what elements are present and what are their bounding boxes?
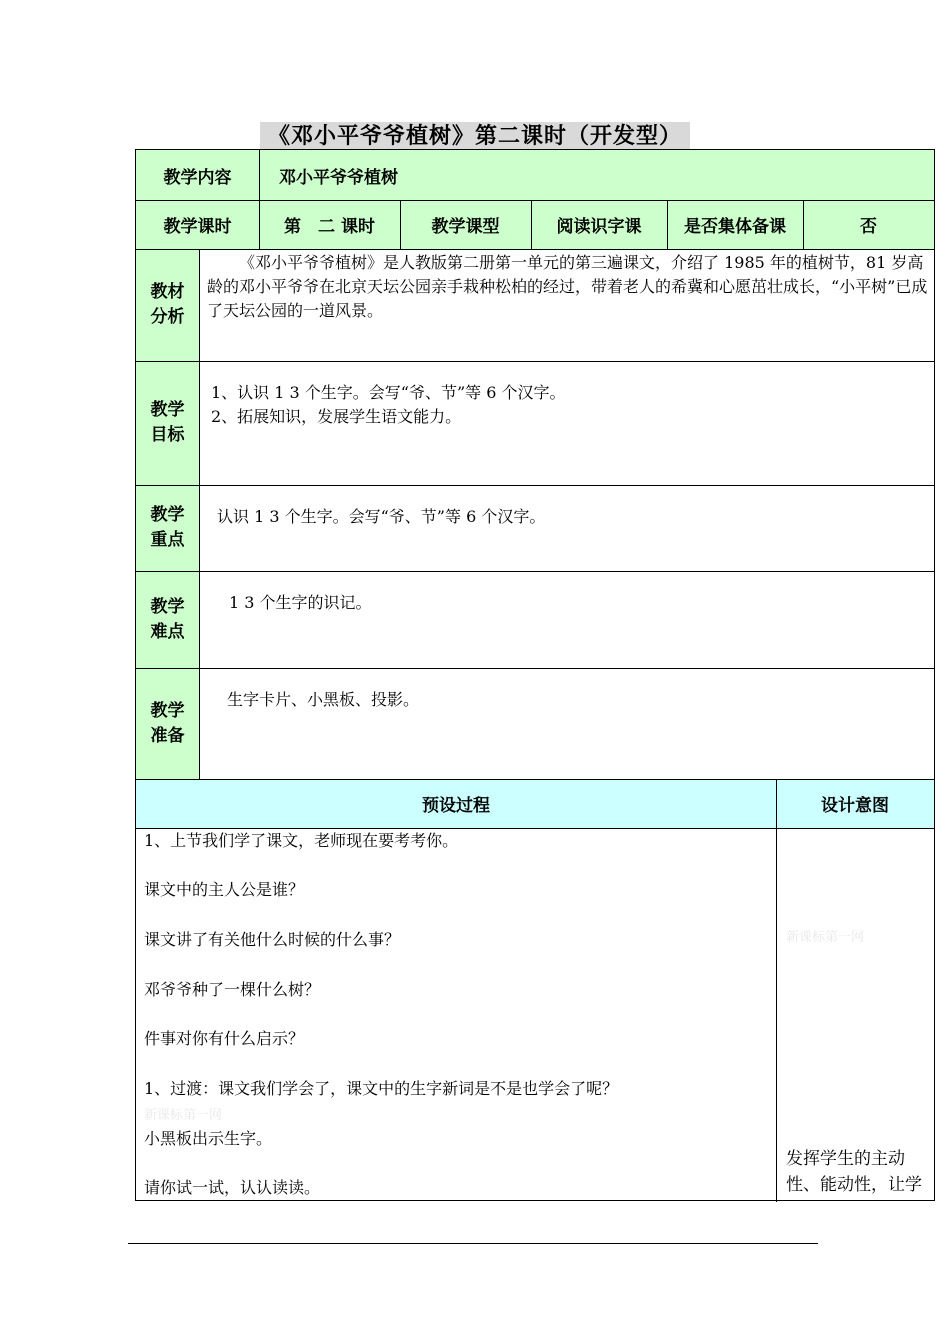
goals-label-cell	[136, 361, 199, 485]
difficulty-text-cell	[199, 571, 934, 668]
process-line-7: 小黑板出示生字。	[144, 1129, 273, 1148]
grid-v-7	[776, 779, 777, 1202]
process-line-3: 课文讲了有关他什么时候的什么事？	[144, 930, 401, 949]
material-text-cell	[199, 249, 934, 361]
grid-v-3	[531, 200, 532, 249]
collective-value-cell	[803, 200, 934, 249]
keypoints-text: 认识 1 3 个生字。会写“爷、节”等 6 个汉字。	[217, 507, 546, 526]
goal-item-1: 1、认识 1 3 个生字。会写“爷、节”等 6 个汉字。	[211, 383, 566, 402]
watermark-1: 新课标第一网	[786, 930, 865, 945]
grid-v-1	[259, 150, 260, 249]
table-bottom-border	[135, 1200, 935, 1201]
preparation-label-cell	[136, 668, 199, 779]
period-value-cell	[259, 200, 400, 249]
watermark-2: 新课标第一网	[144, 1108, 223, 1123]
grid-v-2	[400, 200, 401, 249]
goals-label-2: 目标	[150, 425, 185, 445]
grid-h-3	[136, 361, 934, 362]
grid-v-5	[803, 200, 804, 249]
intent-line-2: 性、能动性，让学	[786, 1175, 922, 1195]
process-header-cell	[136, 779, 776, 828]
process-line-8: 请你试一试，认认读读。	[144, 1178, 321, 1197]
grid-h-4	[136, 485, 934, 486]
content-label: 教学内容	[163, 167, 232, 188]
type-value: 阅读识字课	[556, 217, 642, 237]
keypoints-text-cell	[199, 485, 934, 571]
material-label-cell	[136, 249, 199, 361]
difficulty-label-cell	[136, 571, 199, 668]
period-label: 教学课时	[163, 217, 232, 237]
intent-line-1: 发挥学生的主动	[786, 1149, 905, 1169]
process-header: 预设过程	[422, 796, 490, 816]
grid-h-8	[136, 828, 934, 829]
period-label-cell	[136, 200, 259, 249]
keypoints-label-1: 教学	[150, 505, 185, 525]
difficulty-label-2: 难点	[150, 621, 185, 642]
collective-label-cell	[667, 200, 803, 249]
process-body	[136, 828, 776, 1202]
grid-h-1	[136, 200, 934, 201]
process-line-1: 1、上节我们学了课文，老师现在要考考你。	[144, 831, 459, 850]
goals-text-cell	[199, 361, 934, 485]
keypoints-label-cell	[136, 485, 199, 571]
intent-header: 设计意图	[821, 796, 889, 816]
grid-h-7	[136, 779, 934, 780]
material-label-1: 教材	[150, 282, 185, 302]
grid-v-4	[667, 200, 668, 249]
preparation-label-2: 准备	[150, 725, 185, 746]
period-value: 第 二 课时	[284, 217, 375, 237]
goals-label-1: 教学	[150, 400, 185, 420]
process-line-5: 件事对你有什么启示？	[144, 1029, 305, 1048]
content-label-cell	[136, 150, 259, 200]
collective-label: 是否集体备课	[684, 217, 786, 237]
intent-body	[776, 828, 934, 1202]
content-value-cell	[259, 150, 934, 200]
keypoints-label-2: 重点	[150, 530, 185, 550]
grid-h-2	[136, 249, 934, 250]
title-wrap	[0, 122, 950, 150]
process-line-4: 邓爷爷种了一棵什么树？	[144, 980, 321, 999]
process-line-6: 1、过渡：课文我们学会了，课文中的生字新词是不是也学会了呢？	[144, 1079, 619, 1098]
process-line-2: 课文中的主人公是谁？	[144, 880, 305, 899]
material-label-2: 分析	[150, 307, 185, 327]
type-label-cell	[400, 200, 531, 249]
grid-h-5	[136, 571, 934, 572]
intent-header-cell	[776, 779, 934, 828]
preparation-label-1: 教学	[150, 700, 185, 721]
content-value: 邓小平爷爷植树	[279, 167, 398, 188]
goal-item-2: 2、拓展知识，发展学生语文能力。	[211, 407, 462, 426]
document-title: 《邓小平爷爷植树》第二课时（开发型）	[260, 122, 690, 150]
grid-h-6	[136, 668, 934, 669]
difficulty-text: 1 3 个生字的识记。	[229, 593, 372, 612]
type-label: 教学课型	[431, 217, 500, 237]
footer-rule	[128, 1243, 818, 1244]
grid-v-6	[199, 249, 200, 779]
collective-value: 否	[860, 217, 877, 237]
lesson-plan-table	[135, 149, 935, 1201]
difficulty-label-1: 教学	[150, 596, 185, 617]
material-text: 《邓小平爷爷植树》是人教版第二册第一单元的第三遍课文，介绍了 1985 年的植树节，81 岁高龄的邓小平爷爷在北京天坛公园亲手栽种松柏的经过，带着老人的希冀和心愿茁壮成长，“小平树”已成了天坛公园的一道风景。	[207, 253, 928, 320]
type-value-cell	[531, 200, 667, 249]
preparation-text: 生字卡片、小黑板、投影。	[227, 690, 420, 709]
preparation-text-cell	[199, 668, 934, 779]
